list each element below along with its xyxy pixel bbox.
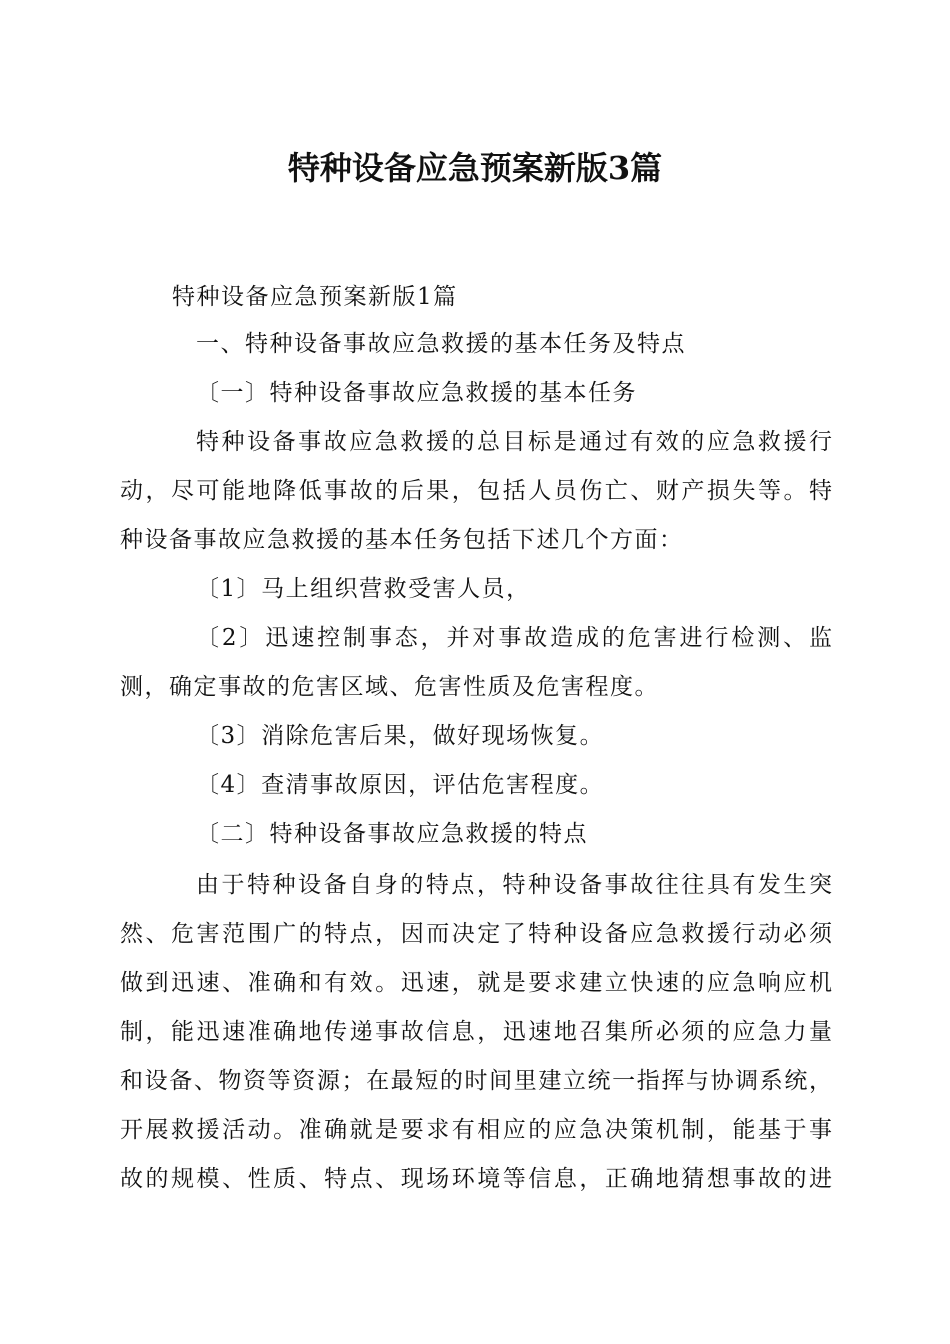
list-item: 〔2〕迅速控制事态，并对事故造成的危害进行检测、监 — [196, 625, 832, 651]
heading-level-1: 一、特种设备事故应急救援的基本任务及特点 — [196, 331, 686, 357]
document-title: 特种设备应急预案新版3篇 — [287, 149, 663, 187]
paragraph-line: 特种设备事故应急救援的总目标是通过有效的应急救援行 — [196, 429, 832, 455]
paragraph-line: 故的规模、性质、特点、现场环境等信息，正确地猜想事故的进 — [120, 1166, 832, 1192]
paragraph-line: 制，能迅速准确地传递事故信息，迅速地召集所必须的应急力量 — [120, 1019, 832, 1045]
heading-level-2: 〔二〕特种设备事故应急救援的特点 — [196, 821, 588, 847]
list-item: 〔1〕马上组织营救受害人员， — [196, 576, 531, 602]
paragraph-line: 开展救援活动。准确就是要求有相应的应急决策机制，能基于事 — [120, 1117, 832, 1143]
paragraph-line: 种设备事故应急救援的基本任务包括下述几个方面： — [120, 527, 684, 553]
paragraph-line: 做到迅速、准确和有效。迅速，就是要求建立快速的应急响应机 — [120, 970, 832, 996]
list-item: 〔3〕消除危害后果，做好现场恢复。 — [196, 723, 605, 749]
heading-level-2: 〔一〕特种设备事故应急救援的基本任务 — [196, 380, 637, 406]
paragraph-line: 动，尽可能地降低事故的后果，包括人员伤亡、财产损失等。特 — [120, 478, 832, 504]
list-item: 〔4〕查清事故原因，评估危害程度。 — [196, 772, 605, 798]
paragraph-line: 和设备、物资等资源；在最短的时间里建立统一指挥与协调系统， — [120, 1068, 832, 1094]
section-heading: 特种设备应急预案新版1篇 — [172, 284, 458, 310]
paragraph-line: 由于特种设备自身的特点，特种设备事故往往具有发生突 — [196, 872, 832, 898]
paragraph-line: 然、危害范围广的特点，因而决定了特种设备应急救援行动必须 — [120, 921, 832, 947]
list-item-continuation: 测，确定事故的危害区域、危害性质及危害程度。 — [120, 674, 659, 700]
